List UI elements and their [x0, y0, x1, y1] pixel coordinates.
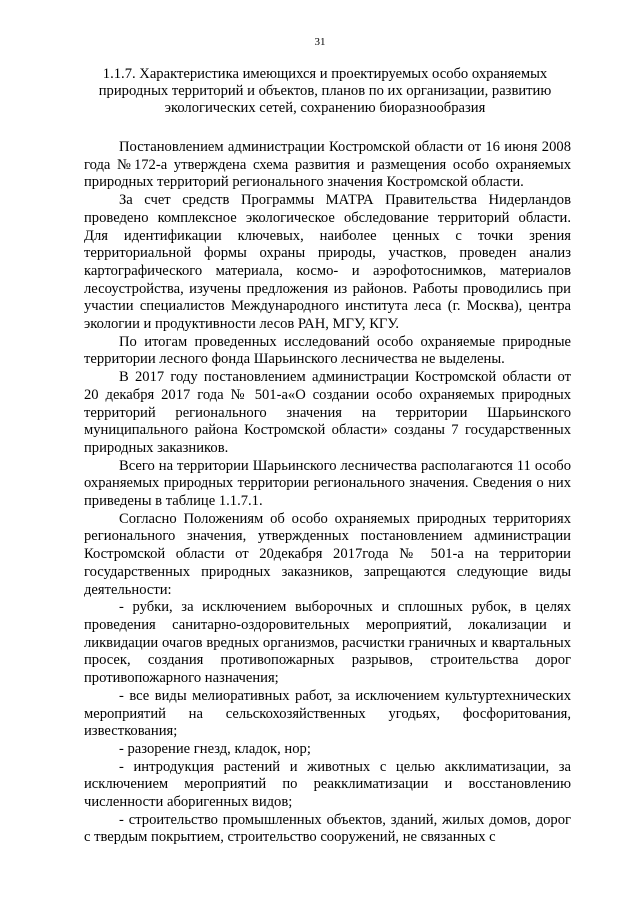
- page-number: 31: [314, 36, 326, 48]
- paragraph: За счет средств Программы МАТРА Правительства Нидерландов проведено комплексное экологическое обследование территорий области. Для идентификации ключевых, наиболее ценных с точки зрения территориальной формы охраны природы, участков, проведен анализ картографического материала, космо- и аэрофотоснимков, материалов лесоустройства, изучены предложения из районов. Работы проводились при участии специалистов Международного института леса (г. Москва), центра экологии и продуктивности лесов РАН, МГУ, КГУ.: [84, 192, 571, 333]
- section-heading: 1.1.7. Характеристика имеющихся и проектируемых особо охраняемых природных территорий и объектов, планов по их организации, развитию экологических сетей, сохранению биоразнообразия: [98, 66, 552, 116]
- paragraph: Всего на территории Шарьинского лесничества располагаются 11 особо охраняемых природных территории регионального значения. Сведения о них приведены в таблице 1.1.7.1.: [84, 457, 571, 510]
- list-item: - строительство промышленных объектов, зданий, жилых домов, дорог с твердым покрытием, строительство сооружений, не связанных с: [84, 811, 571, 846]
- paragraph: В 2017 году постановлением администрации Костромской области от 20 декабря 2017 года № 501-а«О создании особо охраняемых природных территорий регионального значения на территории Шарьинского муниципального района Костромской области» созданы 7 государственных природных заказников.: [84, 369, 571, 456]
- list-item: - интродукция растений и животных с целью акклиматизации, за исключением мероприятий по реакклиматизации и восстановлению численности аборигенных видов;: [84, 758, 571, 811]
- list-item: - рубки, за исключением выборочных и сплошных рубок, в целях проведения санитарно-оздоровительных мероприятий, локализации и ликвидации очагов вредных организмов, расчистки граничных и квартальных просек, создания противопожарных разрывов, строительства дорог противопожарного назначения;: [84, 599, 571, 687]
- paragraph: По итогам проведенных исследований особо охраняемые природные территории лесного фонда Шарьинского лесничества не выделены.: [84, 333, 571, 368]
- list-item: - все виды мелиоративных работ, за исключением культуртехнических мероприятий на сельскохозяйственных угодьях, фосфоритования, известкования;: [84, 687, 571, 740]
- list-item: - разорение гнезд, кладок, нор;: [119, 740, 311, 757]
- paragraph: Постановлением администрации Костромской области от 16 июня 2008 года №172-а утверждена схема развития и размещения особо охраняемых природных территорий регионального значения Костромской области.: [84, 139, 571, 191]
- body-text: [84, 139, 571, 847]
- paragraph: Согласно Положениям об особо охраняемых природных территориях регионального значения, утвержденных постановлением администрации Костромской области от 20декабря 2017года № 501-а на территории государственных природных заказников, запрещаются следующие виды деятельности:: [84, 510, 571, 598]
